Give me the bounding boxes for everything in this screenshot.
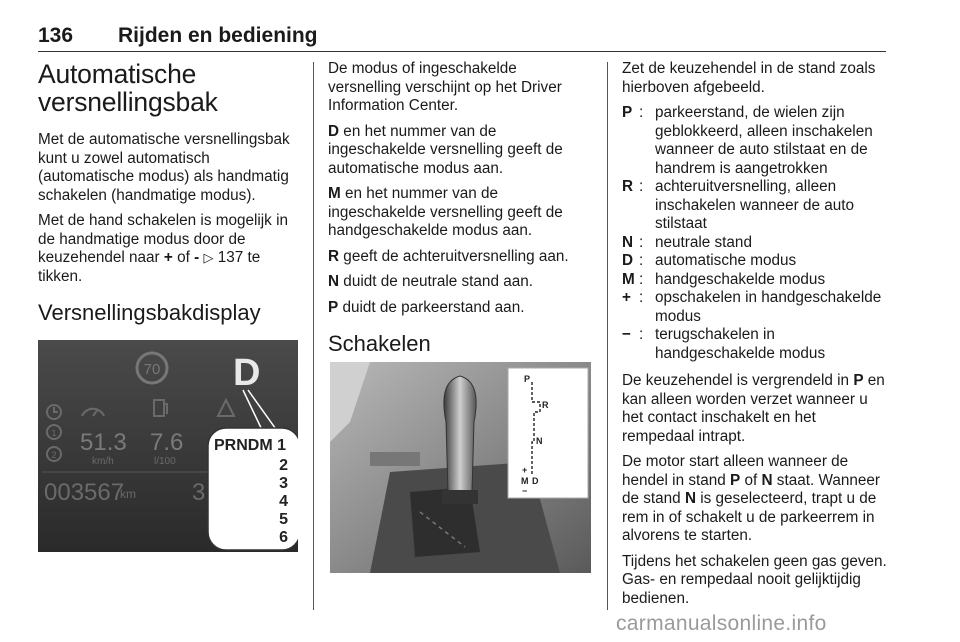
page-number: 136 [38,24,74,47]
column-3 [622,60,888,615]
consumption-reading: 7.6 [150,429,184,456]
page-ref-arrow-icon: ▷ [203,250,214,265]
gear-lever-icon [442,376,478,504]
paragraph: R geeft de achteruitversnelling aan. [328,247,569,265]
definition-row: − : terugschakelen in handgeschakelde modus [622,326,826,362]
column-1 [38,60,300,340]
svg-text:70: 70 [143,361,161,378]
definition-row: N : neutrale stand [622,233,752,251]
subsection-heading: Versnellingsbakdisplay [38,300,261,325]
odometer-reading: 003567 [44,479,125,506]
column-divider [313,62,314,610]
page-header [38,22,886,52]
paragraph: De modus of ingeschakelde versnelling verschijnt op het Driver Information Center. [328,60,562,114]
definition-row: M : handgeschakelde modus [622,270,826,288]
definition-row: P : parkeerstand, de wielen zijn geblokkeerd, alleen inschakelen wanneer de auto stilstaat en de handrem is aangetrokken [622,104,873,177]
paragraph: Met de automatische versnellingsbak kunt u zowel automatisch (automatische modus) als handmatig schakelen (handmatige modus). [38,131,290,204]
transmission-display-figure [38,340,298,552]
column-2 [328,60,590,371]
subsection-heading: Schakelen [328,331,431,356]
svg-text:2: 2 [279,457,288,474]
paragraph: De keuzehendel is vergrendeld in P en kan alleen worden verzet wanneer u het contact inschakelt en het rempedaal intrapt. [622,372,885,445]
svg-text:2: 2 [51,450,57,460]
speed-reading: 51.3 [80,429,127,456]
svg-text:5: 5 [279,511,288,528]
definition-row: + : opschakelen in handgeschakelde modus [622,289,882,325]
svg-text:3: 3 [279,475,288,492]
gate-label: P [524,374,531,384]
paragraph: M en het nummer van de ingeschakelde versnelling geeft de handgeschakelde modus aan. [328,185,563,239]
gear-selector-figure [330,362,591,573]
gate-label: R [542,400,549,410]
page-ref-link[interactable]: 137 te tikken. [38,249,261,285]
paragraph: N duidt de neutrale stand aan. [328,273,533,290]
gate-label: D [532,476,539,486]
paragraph: Zet de keuzehendel in de stand zoals hierboven afgebeeld. [622,60,876,96]
svg-text:PRNDM 1: PRNDM 1 [214,437,287,454]
gear-indicator: D [233,352,261,394]
paragraph: D en het nummer van de ingeschakelde versnelling geeft de automatische modus aan. [328,122,563,177]
speed-unit: km/h [92,456,114,467]
paragraph: P duidt de parkeerstand aan. [328,298,525,316]
definition-row: R : achteruitversnelling, alleen inschakelen wanneer de auto stilstaat [622,178,855,232]
gate-label: + [522,465,528,475]
minus-icon: − [622,326,631,343]
running-title: Rijden en bediening [118,24,318,47]
gear-callout [208,428,298,550]
trip-reading: 3 [192,479,206,506]
svg-text:4: 4 [279,493,288,510]
plus-icon: + [622,289,631,306]
svg-text:6: 6 [279,529,288,546]
gate-label: N [536,436,543,446]
paragraph: De motor start alleen wanneer de hendel in stand P of N staat. Wanneer de stand N is geselecteerd, trapt u de rem in of schakelt u de parkeerrem in alvorens te starten. [622,453,880,544]
watermark: carmanualsonline.info [616,612,827,635]
svg-text:1: 1 [51,428,57,438]
paragraph: Tijdens het schakelen geen gas geven. Gas- en rempedaal nooit gelijktijdig bedienen. [622,552,887,607]
column-divider [607,62,608,610]
odometer-unit: km [120,487,136,501]
gate-label: M [521,476,529,486]
gate-label: − [522,486,528,496]
section-heading: Automatische versnellingsbak [38,59,218,117]
definition-row: D : automatische modus [622,252,797,269]
consumption-unit: l/100 [154,456,176,467]
gear-position-list [622,104,888,363]
paragraph: Met de hand schakelen is mogelijk in de handmatige modus door de keuzehendel naar + of - ▷ 137 te tikken. [38,212,288,285]
